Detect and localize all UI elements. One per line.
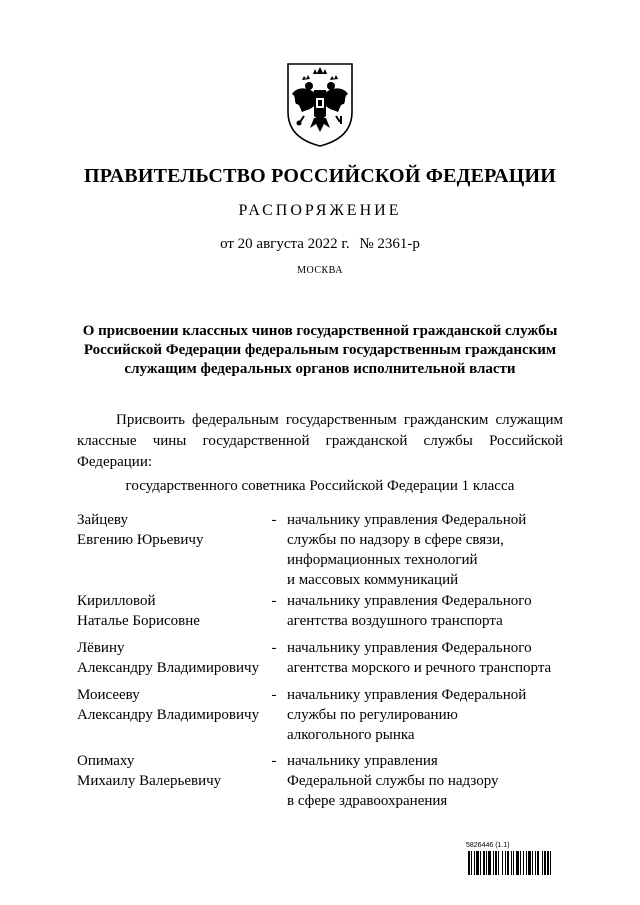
appointee-name: [77, 751, 267, 791]
given-names: Александру Владимировичу: [77, 660, 260, 676]
position-line: алкогольного рынка: [287, 727, 415, 743]
government-title: ПРАВИТЕЛЬСТВО РОССИЙСКОЙ ФЕДЕРАЦИИ: [84, 165, 556, 187]
given-names: Михаилу Валерьевичу: [77, 773, 222, 789]
position-line: информационных технологий: [287, 552, 478, 568]
barcode-bar: [528, 851, 531, 875]
appointee-name: [77, 591, 267, 631]
barcode-bar: [505, 851, 506, 875]
barcode-bar: [550, 851, 551, 875]
barcode-bar: [544, 851, 546, 875]
position-line: службы по надзору в сфере связи,: [287, 532, 504, 548]
position-line: и массовых коммуникаций: [287, 572, 459, 588]
coat-of-arms-emblem: [284, 60, 356, 148]
barcode-bar: [488, 851, 491, 875]
appointee-position: [287, 510, 577, 590]
barcode-bar: [535, 851, 536, 875]
position-line: службы по регулированию: [287, 707, 458, 723]
rank-title: государственного советника Российской Федерации 1 класса: [125, 478, 515, 494]
barcode-bar: [495, 851, 497, 875]
appointee-position: [287, 591, 577, 631]
barcode-bar: [471, 851, 472, 875]
barcode-bar: [493, 851, 494, 875]
barcode-image: [468, 851, 586, 875]
position-line: в сфере здравоохранения: [287, 793, 448, 809]
surname: Опимаху: [77, 753, 135, 769]
barcode-bar: [542, 851, 543, 875]
surname: Кирилловой: [77, 593, 156, 609]
barcode-bar: [502, 851, 503, 875]
appointee-position: [287, 751, 577, 811]
dash-separator: -: [271, 687, 277, 703]
given-names: Александру Владимировичу: [77, 707, 260, 723]
barcode-bar: [483, 851, 485, 875]
document-date: от 20 августа 2022 г.: [220, 236, 350, 252]
subject-line: О присвоении классных чинов государственной гражданской службы: [82, 323, 558, 339]
document-number: № 2361-р: [359, 236, 420, 252]
body-paragraph: Присвоить федеральным государственным гражданским служащим классные чины государственной гражданской службы Российской Федерации:: [77, 412, 563, 470]
barcode-bar: [526, 851, 527, 875]
given-names: Евгению Юрьевичу: [77, 532, 204, 548]
barcode-bar: [474, 851, 475, 875]
appointee-name: [77, 638, 267, 678]
appointee-name: [77, 510, 267, 550]
barcode-bar: [511, 851, 512, 875]
surname: Моисееву: [77, 687, 140, 703]
appointee-name: [77, 685, 267, 725]
dash-separator: -: [271, 753, 277, 769]
dash-separator: -: [271, 512, 277, 528]
document-date-number: [0, 236, 640, 253]
document-city: МОСКВА: [297, 265, 343, 276]
barcode-bar: [547, 851, 549, 875]
document-subject: [60, 322, 580, 379]
position-line: начальнику управления: [287, 753, 438, 769]
position-line: начальнику управления Федеральной: [287, 512, 527, 528]
dash-separator: -: [271, 640, 277, 656]
appointee-position: [287, 685, 577, 745]
subject-line: Российской Федерации федеральным государственным гражданским: [83, 342, 557, 358]
position-line: начальнику управления Федерального: [287, 593, 532, 609]
barcode-number: 5826446 (1.1): [466, 842, 510, 849]
subject-line: служащим федеральных органов исполнительной власти: [124, 361, 516, 377]
barcode-bar: [480, 851, 481, 875]
barcode-bar: [498, 851, 499, 875]
position-line: агентства воздушного транспорта: [287, 613, 503, 629]
barcode-bar: [468, 851, 470, 875]
barcode-bar: [520, 851, 521, 875]
surname: Зайцеву: [77, 512, 128, 528]
barcode-bar: [523, 851, 524, 875]
barcode-bar: [507, 851, 509, 875]
barcode-bar: [476, 851, 479, 875]
position-line: начальнику управления Федеральной: [287, 687, 527, 703]
barcode-bar: [486, 851, 487, 875]
surname: Лёвину: [77, 640, 125, 656]
appointee-position: [287, 638, 577, 678]
barcode-bar: [513, 851, 514, 875]
document-type: РАСПОРЯЖЕНИЕ: [238, 202, 402, 219]
position-line: Федеральной службы по надзору: [287, 773, 499, 789]
barcode-bar: [532, 851, 533, 875]
dash-separator: -: [271, 593, 277, 609]
given-names: Наталье Борисовне: [77, 613, 200, 629]
barcode-bar: [537, 851, 539, 875]
position-line: начальнику управления Федерального: [287, 640, 532, 656]
position-line: агентства морского и речного транспорта: [287, 660, 552, 676]
barcode-bar: [516, 851, 519, 875]
